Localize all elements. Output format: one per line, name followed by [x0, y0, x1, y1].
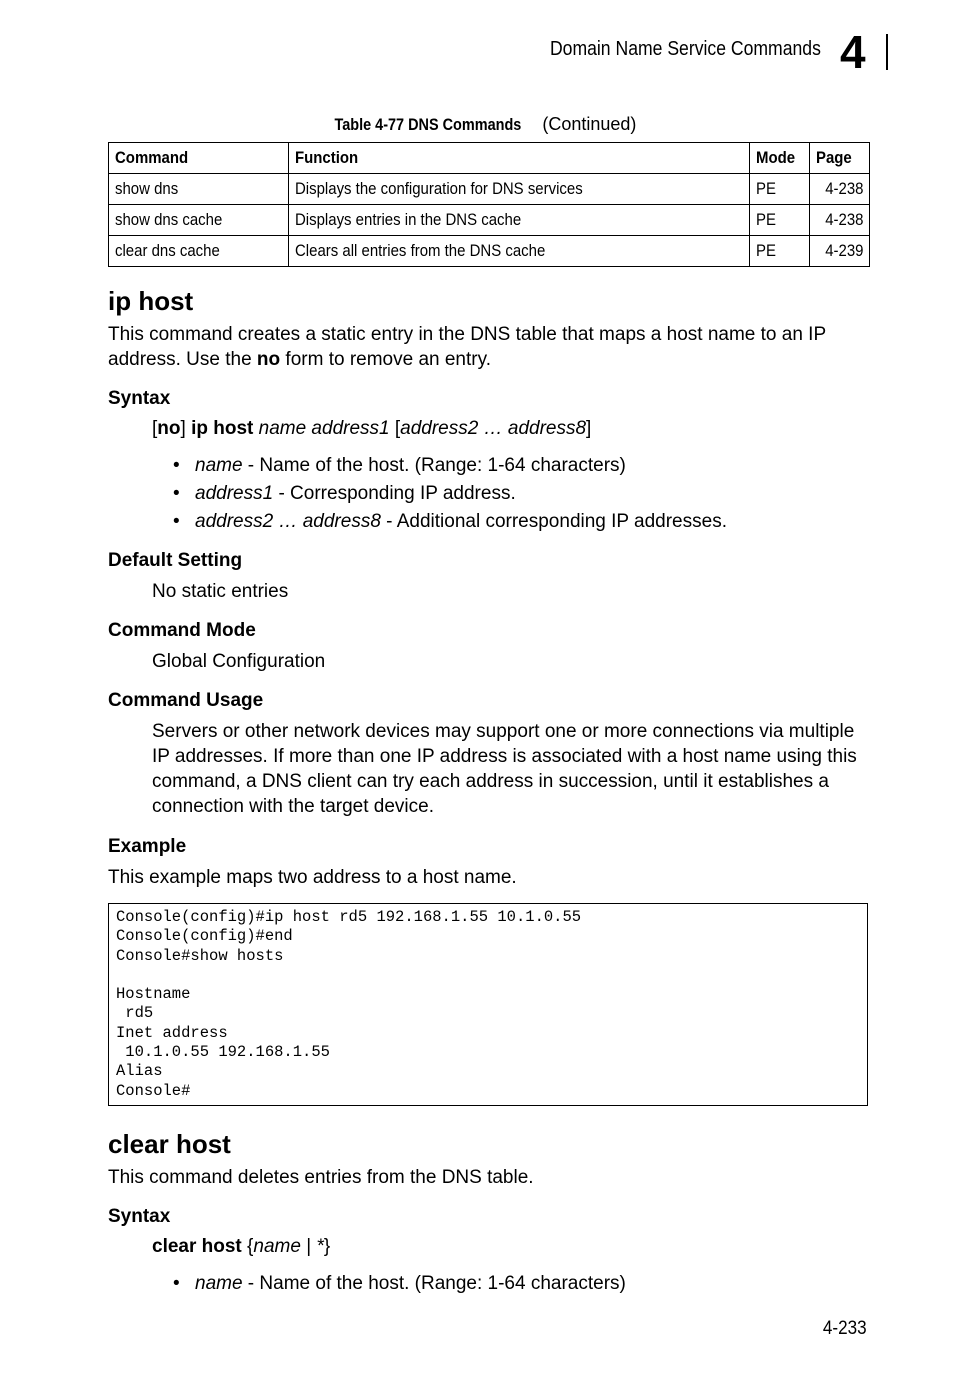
column-header-command: Command: [109, 143, 289, 174]
chapter-number: 4: [840, 26, 866, 78]
ip-host-syntax: [no] ip host name address1 [address2 … address8]: [152, 418, 592, 439]
clear-host-parameter-list: [173, 1270, 626, 1298]
table-header-row: [109, 143, 870, 174]
cell-mode: PE: [750, 174, 810, 205]
cell-mode: PE: [750, 236, 810, 267]
list-item: • name - Name of the host. (Range: 1-64 characters): [173, 452, 727, 480]
cell-page: 4-238: [810, 174, 870, 205]
chapter-divider: [886, 34, 888, 70]
command-usage-heading: Command Usage: [108, 690, 264, 711]
table-caption: [0, 114, 954, 135]
clear-host-syntax-heading: Syntax: [108, 1206, 171, 1227]
command-mode-heading: Command Mode: [108, 620, 256, 641]
no-keyword: no: [256, 349, 281, 370]
example-code-block: [108, 903, 868, 1106]
clear-host-description: This command deletes entries from the DNS table.: [108, 1167, 534, 1188]
bullet-icon: •: [173, 455, 180, 476]
column-header-function: Function: [288, 143, 749, 174]
cell-function: Displays the configuration for DNS services: [288, 174, 749, 205]
table-row: [109, 236, 870, 267]
bullet-icon: •: [173, 483, 180, 504]
column-header-page: Page: [810, 143, 870, 174]
list-item: • name - Name of the host. (Range: 1-64 characters): [173, 1270, 626, 1298]
cell-page: 4-239: [810, 236, 870, 267]
command-mode-value: Global Configuration: [152, 651, 326, 672]
table-caption-label: Table 4-77 DNS Commands: [334, 115, 521, 134]
page-number: 4-233: [823, 1318, 867, 1339]
dns-commands-table: [108, 142, 870, 267]
column-header-mode: Mode: [750, 143, 810, 174]
cell-function: Clears all entries from the DNS cache: [288, 236, 749, 267]
section-title-ip-host: ip host: [108, 286, 194, 316]
ip-host-parameter-list: [173, 452, 727, 536]
clear-host-syntax: clear host {name | *}: [152, 1236, 331, 1257]
command-usage-text: Servers or other network devices may support one or more connections via multiple IP addresses. If more than one IP address is associated with a host name using this command, a DNS client can try each address in succession, until it establishes a connection with the target device.: [152, 721, 857, 817]
list-item: • address1 - Corresponding IP address.: [173, 480, 727, 508]
cell-command: show dns: [109, 174, 289, 205]
ip-host-syntax-heading: Syntax: [108, 388, 171, 409]
cell-function: Displays entries in the DNS cache: [288, 205, 749, 236]
cell-command: show dns cache: [109, 205, 289, 236]
running-header: Domain Name Service Commands: [550, 38, 821, 60]
list-item: • address2 … address8 - Additional corresponding IP addresses.: [173, 508, 727, 536]
default-setting-heading: Default Setting: [108, 550, 243, 571]
default-setting-value: No static entries: [152, 581, 289, 602]
example-heading: Example: [108, 836, 187, 857]
bullet-icon: •: [173, 511, 180, 532]
cell-mode: PE: [750, 205, 810, 236]
table-row: [109, 205, 870, 236]
example-code: Console(config)#ip host rd5 192.168.1.55 10.1.0.55 Console(config)#end Console#show hosts Hostname rd5 Inet address 10.1.0.55 192.168.1.55 Alias Console#: [116, 908, 582, 1100]
bullet-icon: •: [173, 1273, 180, 1294]
table-caption-note: (Continued): [542, 114, 637, 134]
table-row: [109, 174, 870, 205]
example-intro: This example maps two address to a host name.: [108, 867, 517, 888]
section-title-clear-host: clear host: [108, 1129, 231, 1159]
cell-page: 4-238: [810, 205, 870, 236]
ip-host-description: This command creates a static entry in the DNS table that maps a host name to an IP address. Use the no form to remove an entry.: [108, 324, 826, 370]
cell-command: clear dns cache: [109, 236, 289, 267]
